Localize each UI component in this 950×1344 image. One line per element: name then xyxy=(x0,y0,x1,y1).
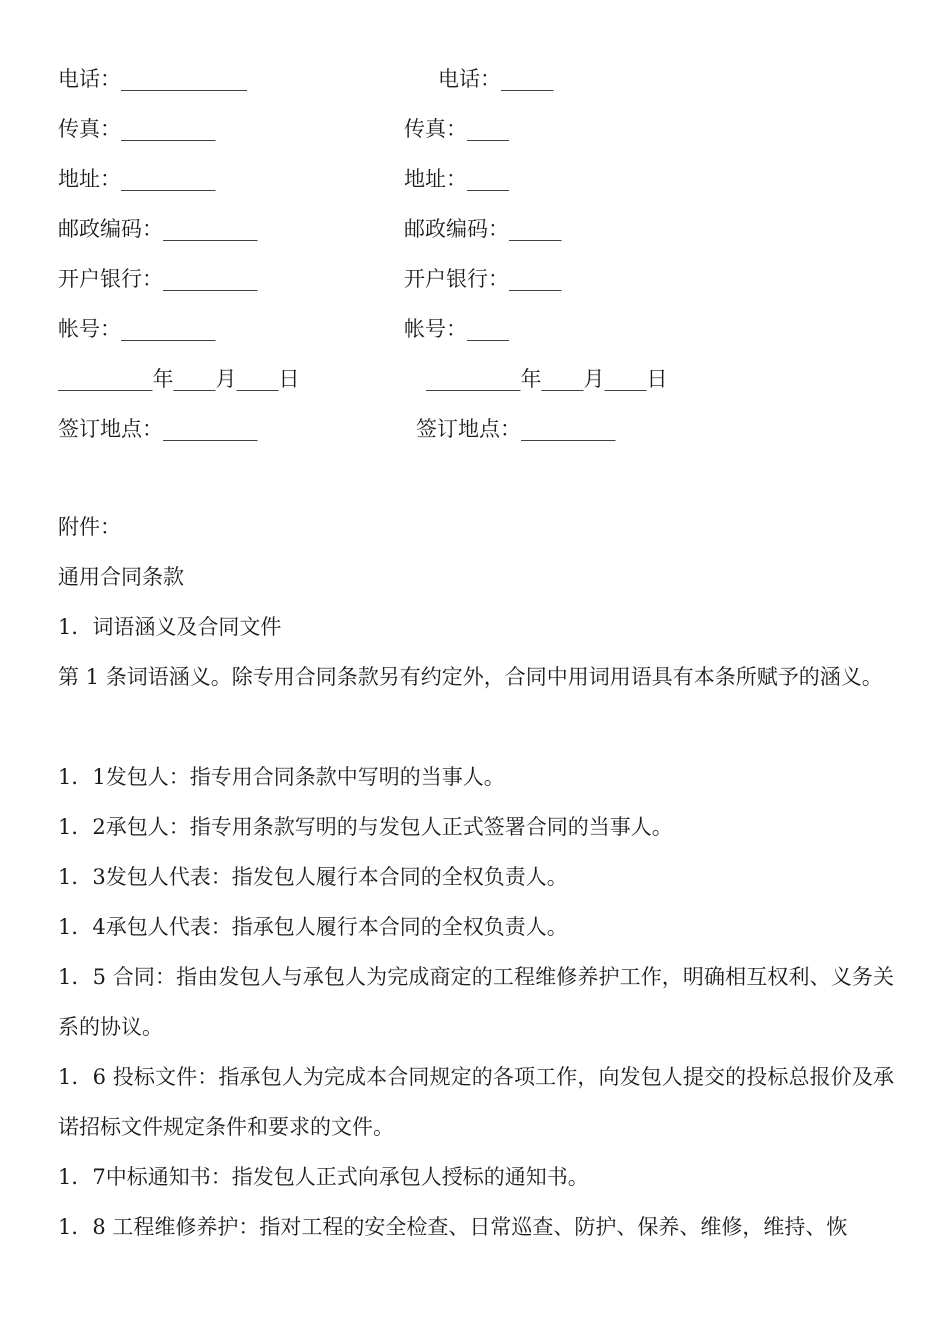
party-a-account: 帐号：_________ xyxy=(58,317,216,341)
party-a-bank: 开户银行：_________ xyxy=(58,267,258,291)
section-heading: 1．词语涵义及合同文件 xyxy=(58,615,282,639)
party-a-phone: 电话：____________ xyxy=(58,67,247,91)
clause-1-5: 1．5 合同：指由发包人与承包人为完成商定的工程维修养护工作，明确相互权利、义务关系的协议。 xyxy=(58,965,894,1039)
clause-1-3: 1．3发包人代表：指发包人履行本合同的全权负责人。 xyxy=(58,865,568,889)
clause-definitions-intro: 第 1 条词语涵义。除专用合同条款另有约定外，合同中用词用语具有本条所赋予的涵义。 xyxy=(58,665,883,689)
party-a-signing-place: 签订地点：_________ xyxy=(58,417,258,441)
attachment-label: 附件： xyxy=(58,515,121,539)
attachment-title: 通用合同条款 xyxy=(58,565,184,589)
party-b-date: _________年____月____日 xyxy=(426,367,668,391)
party-b-account: 帐号：____ xyxy=(404,317,509,341)
clause-1-4: 1．4承包人代表：指承包人履行本合同的全权负责人。 xyxy=(58,915,568,939)
clause-1-8: 1．8 工程维修养护：指对工程的安全检查、日常巡查、防护、保养、维修，维持、恢 xyxy=(58,1215,848,1239)
party-a-fax: 传真：_________ xyxy=(58,117,216,141)
party-b-postcode: 邮政编码：_____ xyxy=(404,217,562,241)
clause-1-2: 1．2承包人：指专用条款写明的与发包人正式签署合同的当事人。 xyxy=(58,815,673,839)
party-a-postcode: 邮政编码：_________ xyxy=(58,217,258,241)
party-a-date: _________年____月____日 xyxy=(58,367,300,391)
clause-1-6: 1．6 投标文件：指承包人为完成本合同规定的各项工作，向发包人提交的投标总报价及承诺招标文件规定条件和要求的文件。 xyxy=(58,1065,894,1139)
clause-1-1: 1．1发包人：指专用合同条款中写明的当事人。 xyxy=(58,765,505,789)
party-b-fax: 传真：____ xyxy=(404,117,509,141)
party-a-address: 地址：_________ xyxy=(58,167,216,191)
clause-1-7: 1．7中标通知书：指发包人正式向承包人授标的通知书。 xyxy=(58,1165,589,1189)
party-b-address: 地址：____ xyxy=(404,167,509,191)
party-b-signing-place: 签订地点：_________ xyxy=(416,417,616,441)
party-b-phone: 电话：_____ xyxy=(438,67,554,91)
party-b-bank: 开户银行：_____ xyxy=(404,267,562,291)
